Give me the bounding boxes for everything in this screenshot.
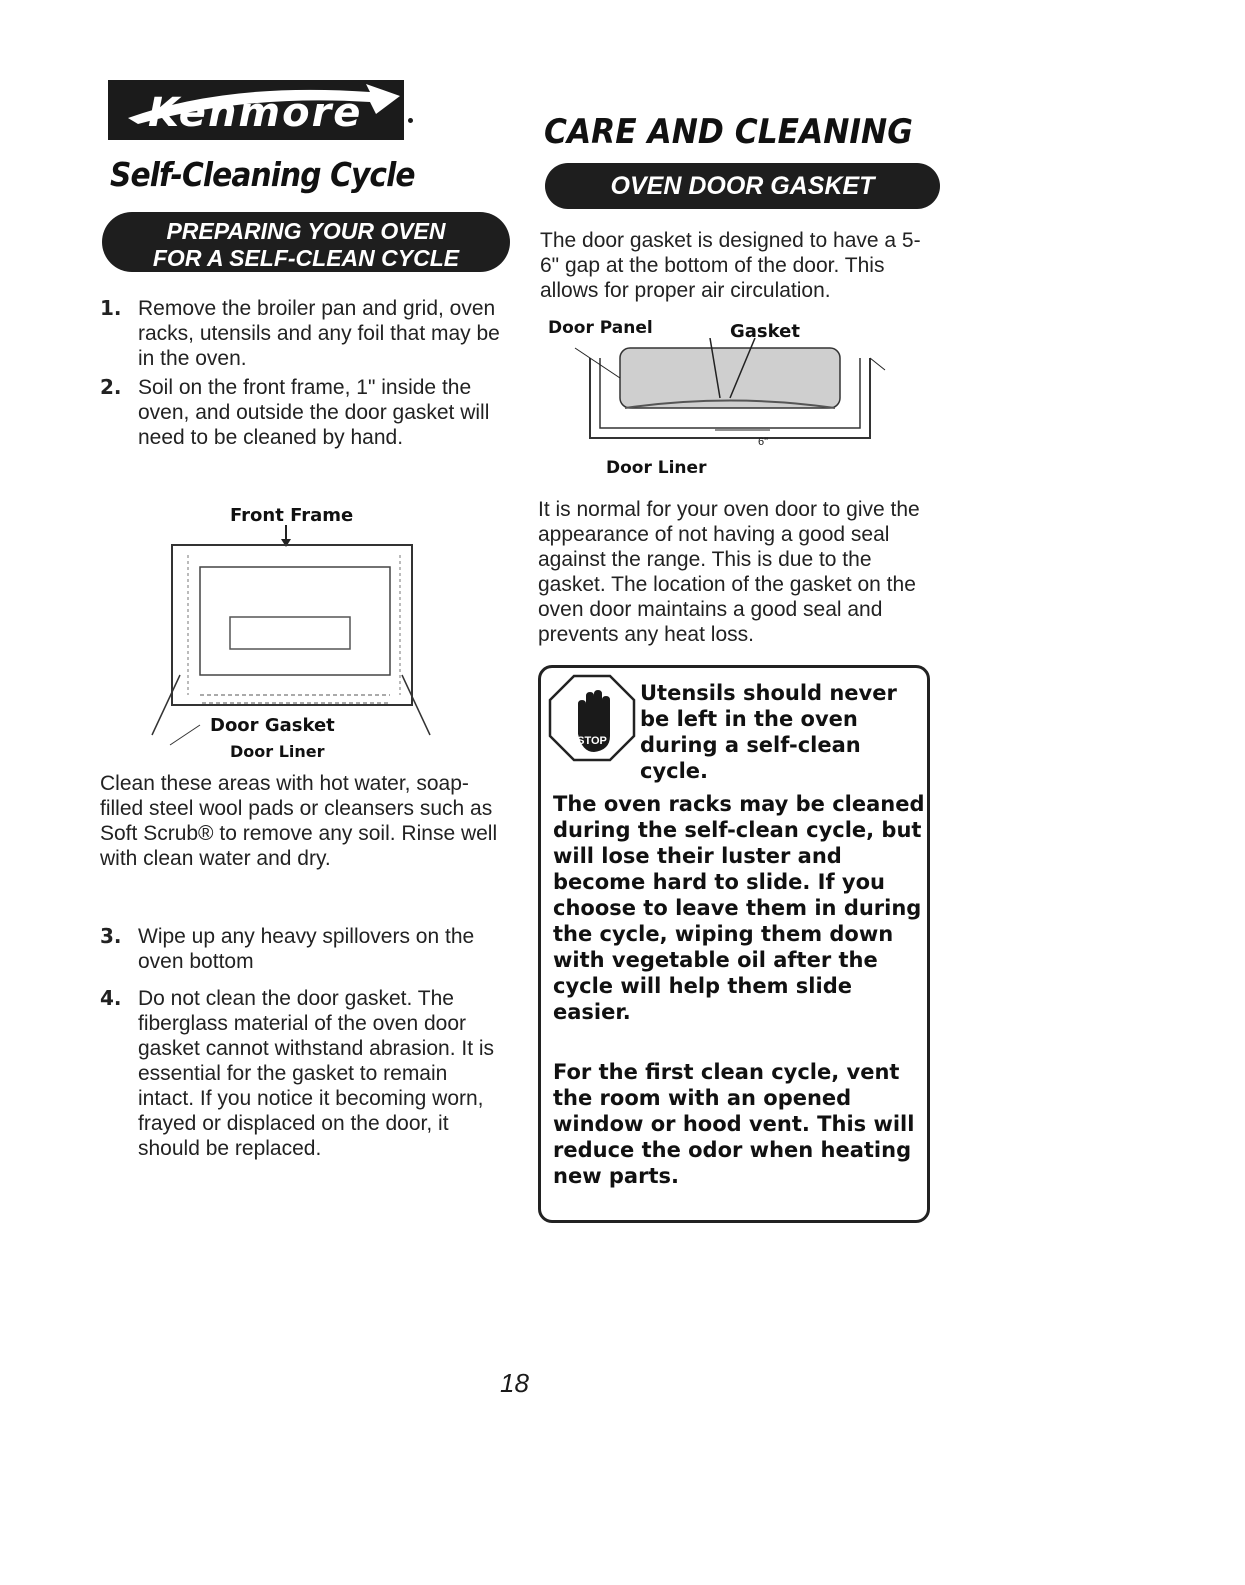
steps-list-top bbox=[100, 296, 500, 454]
label-door-panel: Door Panel bbox=[548, 318, 653, 338]
oven-door-gasket-banner: OVEN DOOR GASKET bbox=[545, 163, 940, 209]
stop-hand-icon bbox=[548, 674, 636, 762]
page-number: 18 bbox=[500, 1368, 529, 1398]
steps-list-bottom bbox=[100, 924, 500, 1165]
step-text: Wipe up any heavy spillovers on the oven bottom bbox=[138, 925, 475, 973]
logo-text: Kenmore bbox=[148, 90, 363, 136]
label-door-gasket: Door Gasket bbox=[210, 715, 335, 736]
step-text: Remove the broiler pan and grid, oven racks, utensils and any foil that may be in the oven. bbox=[138, 297, 500, 370]
step-number: 4. bbox=[100, 986, 122, 1010]
logo-dot bbox=[408, 118, 413, 123]
gasket-intro: The door gasket is designed to have a 5-6" gap at the bottom of the door. This allows for proper air circulation. bbox=[540, 229, 921, 302]
preparing-banner bbox=[102, 212, 510, 272]
label-door-liner: Door Liner bbox=[230, 742, 325, 761]
step-item-1 bbox=[100, 296, 500, 371]
kenmore-logo bbox=[108, 80, 404, 140]
label-door-liner-right: Door Liner bbox=[606, 458, 707, 478]
first-clean-note: For the first clean cycle, vent the room with an opened window or hood vent. This will reduce the odor when heating new parts. bbox=[553, 1060, 915, 1188]
page-title: CARE AND CLEANING bbox=[544, 112, 913, 152]
step-text: Soil on the front frame, 1" inside the oven, and outside the door gasket will need to be cleaned by hand. bbox=[138, 376, 490, 449]
preparing-banner-line1: PREPARING YOUR OVEN bbox=[166, 218, 446, 244]
label-gasket: Gasket bbox=[730, 321, 800, 342]
clean-instructions: Clean these areas with hot water, soap-filled steel wool pads or cleansers such as Soft Scrub® to remove any soil. Rinse well with clean water and dry. bbox=[100, 772, 498, 870]
step-text: Do not clean the door gasket. The fiberglass material of the oven door gasket cannot withstand abrasion. It is essential for the gasket to remain intact. If you notice it becoming worn, frayed or displaced on the door, it should be replaced. bbox=[138, 987, 495, 1160]
section-title: Self-Cleaning Cycle bbox=[110, 155, 415, 194]
utensils-warning: Utensils should never be left in the oven during a self-clean cycle. bbox=[640, 681, 897, 783]
stop-icon-label: STOP bbox=[577, 735, 607, 747]
door-gasket-illustration bbox=[570, 338, 900, 448]
step-item-2 bbox=[100, 375, 500, 450]
step-item-4 bbox=[100, 986, 500, 1161]
oven-racks-note: The oven racks may be cleaned during the self-clean cycle, but will lose their luster and become hard to slide. If you choose to leave them in during the cycle, wiping them down with vegetable oil after the cycle will help them slide easier. bbox=[553, 792, 925, 1024]
gap-dimension-label: 6" bbox=[758, 436, 769, 448]
step-item-3 bbox=[100, 924, 500, 974]
step-number: 3. bbox=[100, 924, 122, 948]
preparing-banner-line2: FOR A SELF-CLEAN CYCLE bbox=[152, 245, 460, 271]
gasket-paragraph: It is normal for your oven door to give the appearance of not having a good seal against the range. This is due to the gasket. The location of the gasket on the oven door maintains a good seal and prevents any heat loss. bbox=[538, 498, 920, 646]
step-number: 2. bbox=[100, 375, 122, 399]
step-number: 1. bbox=[100, 296, 122, 320]
label-front-frame: Front Frame bbox=[230, 505, 354, 526]
